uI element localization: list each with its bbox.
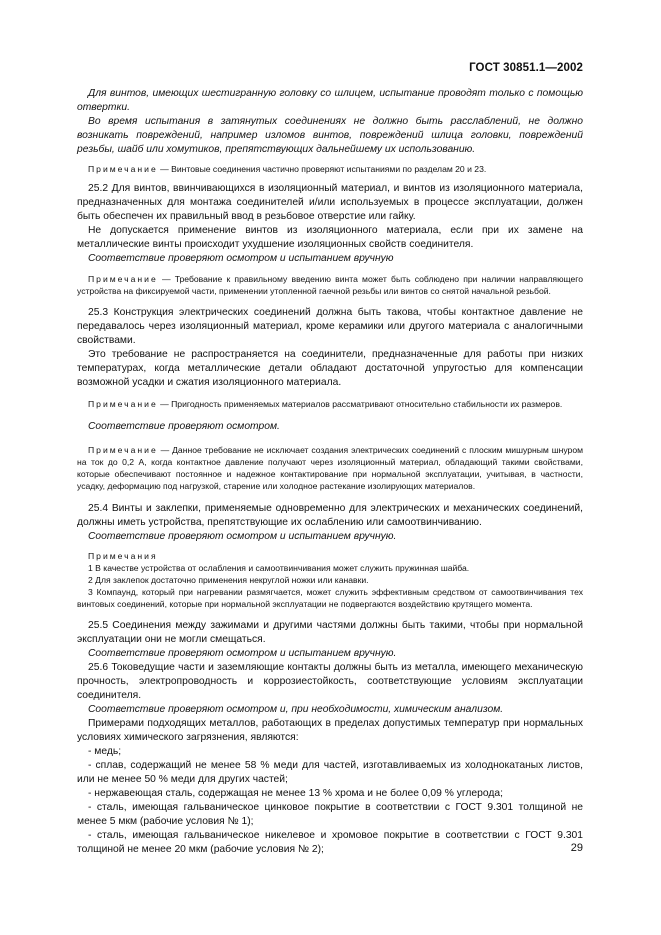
- note-item: 3 Компаунд, который при нагревании размягчается, может служить эффективным средством от самоотвинчивания тех винтовых соединений, которые при нормальной эксплуатации не подвергаются воздействию крутящего момента.: [77, 587, 583, 610]
- paragraph: Соответствие проверяют осмотром и испытанием вручную: [88, 253, 394, 265]
- note-item: 2 Для заклепок достаточно применения некруглой ножки или канавки.: [88, 575, 369, 586]
- list-item: - нержавеющая сталь, содержащая не менее 13 % хрома и не более 0,09 % углерода;: [88, 787, 503, 799]
- paragraph: Соответствие проверяют осмотром и испытанием вручную.: [88, 530, 397, 542]
- list-item: - сталь, имеющая гальваническое никелевое и хромовое покрытие в соответствии с ГОСТ 9.301 толщиной не менее 20 мкм (рабочие условия № 2);: [77, 829, 583, 855]
- note-label: Примечание: [88, 164, 158, 174]
- paragraph: Не допускается применение винтов из изоляционного материала, если при их замене на металлические винты происходит ухудшение изоляционных свойств соединителя.: [77, 225, 583, 251]
- note: [77, 163, 583, 175]
- paragraph: Во время испытания в затянутых соединениях не должно быть расслаблений, не должно возникать повреждений, например изломов винтов, повреждений шлица головки, повреждений резьбы, шайб или хомутиков, препятствующих дальнейшему их использованию.: [77, 116, 583, 155]
- note-text: — Требование к правильному введению винта может быть соблюдено при наличии направляющего устройства на фиксируемой части, применении утопленной гаечной резьбы или винтов со снятой начальной резьбой.: [77, 274, 583, 297]
- paragraph: 25.4 Винты и заклепки, применяемые одновременно для электрических и механических соединений, должны иметь устройства, препятствующие их ослаблению или самоотвинчиванию.: [77, 502, 583, 528]
- note-label: Примечание: [88, 274, 158, 285]
- paragraph: 25.5 Соединения между зажимами и другими частями должны быть такими, чтобы при нормальной эксплуатации они не могли смещаться.: [77, 619, 583, 645]
- list-item: - сплав, содержащий не менее 58 % меди для частей, изготавливаемых из холоднокатаных листов, или не менее 50 % меди для других частей;: [77, 759, 583, 785]
- document-body: [77, 87, 583, 857]
- paragraph: 25.2 Для винтов, ввинчивающихся в изоляционный материал, и винтов из изоляционного материала, предназначенных для монтажа соединителей и/или используемых в процессе эксплуатации, должен быть обеспечен их правильный ввод в резьбовое отверстие или гайку.: [77, 183, 583, 223]
- paragraph: Для винтов, имеющих шестигранную головку со шлицем, испытание проводят только с помощью отвертки.: [77, 88, 583, 113]
- notes-heading: Примечания: [88, 550, 158, 561]
- note-text: — Данное требование не исключает создания электрических соединений с плоским мишурным шнуром на ток до 0,2 А, когда контактное давление получают через изоляционный материал, обладающий такими свойствами, которые обеспечивают постоянное и надежное контактирование при нормальной эксплуатации, учитывая, в частности, усадку, деформацию под нагрузкой, старение или холодное растекание изолирующих материалов.: [77, 444, 584, 492]
- paragraph: 25.3 Конструкция электрических соединений должна быть такова, чтобы контактное давление не передавалось через изоляционный материал, кроме керамики или другого материала с аналогичными свойствами.: [77, 306, 583, 346]
- note-text: — Пригодность применяемых материалов рассматривают относительно стабильности их размеров.: [160, 398, 563, 409]
- paragraph: 25.6 Токоведущие части и заземляющие контакты должны быть из металла, имеющего механическую прочность, электропроводность и коррозиестойкость, соответствующие условиям эксплуатации соединителя.: [77, 661, 583, 701]
- note: [77, 398, 583, 410]
- list-item: - медь;: [88, 745, 122, 757]
- paragraph: Это требование не распространяется на соединители, предназначенные для работы при низких температурах, когда металлические детали обладают достаточной упругостью для компенсации возможной усадки и сжатия изоляционного материала.: [77, 348, 583, 388]
- paragraph: Примерами подходящих металлов, работающих в пределах допустимых температур при нормальных условиях химического загрязнения, являются:: [77, 717, 583, 743]
- paragraph: Соответствие проверяют осмотром и испытанием вручную.: [88, 647, 397, 659]
- page-number: 29: [570, 842, 583, 854]
- paragraph: Соответствие проверяют осмотром.: [88, 420, 280, 432]
- note-text: — Винтовые соединения частично проверяют испытаниями по разделам 20 и 23.: [160, 164, 487, 174]
- note: [77, 273, 583, 297]
- paragraph: Соответствие проверяют осмотром и, при необходимости, химическим анализом.: [88, 703, 504, 715]
- note-item: 1 В качестве устройства от ослабления и самоотвинчивания может служить пружинная шайба.: [88, 562, 470, 573]
- document-header: ГОСТ 30851.1—2002: [469, 62, 583, 74]
- note: [77, 444, 583, 493]
- list-item: - сталь, имеющая гальваническое цинковое покрытие в соответствии с ГОСТ 9.301 толщиной не менее 5 мкм (рабочие условия № 1);: [77, 801, 583, 827]
- note-label: Примечание: [88, 398, 158, 409]
- note-label: Примечание: [88, 444, 158, 455]
